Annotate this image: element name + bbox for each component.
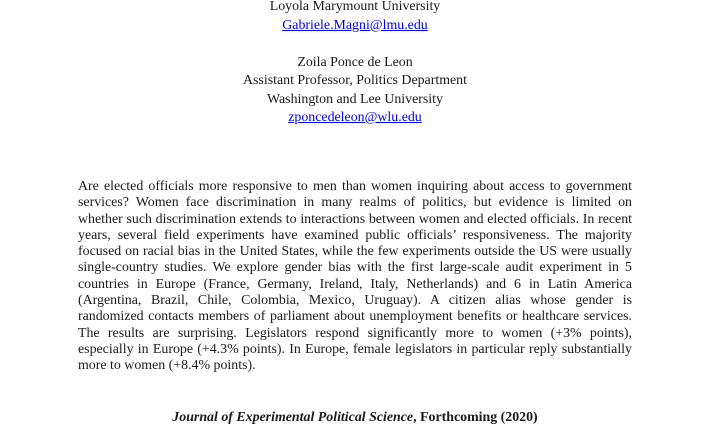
- author1-affiliation: Loyola Marymount University: [269, 0, 441, 14]
- abstract-text: Are elected officials more responsive to men than women inquiring about access to government services? Women face discrimination in many realms of politics, but evidence is limited on whether such discrimination extends to interactions between women and elected officials. In recent years, several field experiments have examined public officials’ responsiveness. The majority focused on racial bias in the United States, while the few experiments outside the US were usually single-country studies. We explore gender bias with the first large-scale audit experiment in 5 countries in Europe (France, Germany, Ireland, Italy, Netherlands) and 6 in Latin America (Argentina, Brazil, Chile, Colombia, Mexico, Uruguay). A citizen alias whose gender is randomized contacts members of parliament about unemployment benefits or healthcare services. The results are surprising. Legislators respond significantly more to women (+3% points), especially in Europe (+4.3% points). In Europe, female legislators in particular reply substantially more to women (+8.4% points).: [78, 179, 632, 374]
- author1-email-link[interactable]: Gabriele.Magni@lmu.edu: [282, 17, 428, 33]
- journal-name: Journal of Experimental Political Science: [172, 410, 414, 425]
- author-info-block: [0, 0, 710, 128]
- author2-name: Zoila Ponce de Leon: [297, 54, 413, 70]
- citation-suffix: , Forthcoming (2020): [413, 410, 538, 425]
- blank-line: [0, 35, 710, 54]
- author2-title: Assistant Professor, Politics Department: [243, 73, 467, 88]
- author2-affiliation: Washington and Lee University: [267, 91, 443, 107]
- journal-citation: [0, 409, 710, 427]
- author2-email-link[interactable]: zponcedeleon@wlu.edu: [288, 110, 422, 125]
